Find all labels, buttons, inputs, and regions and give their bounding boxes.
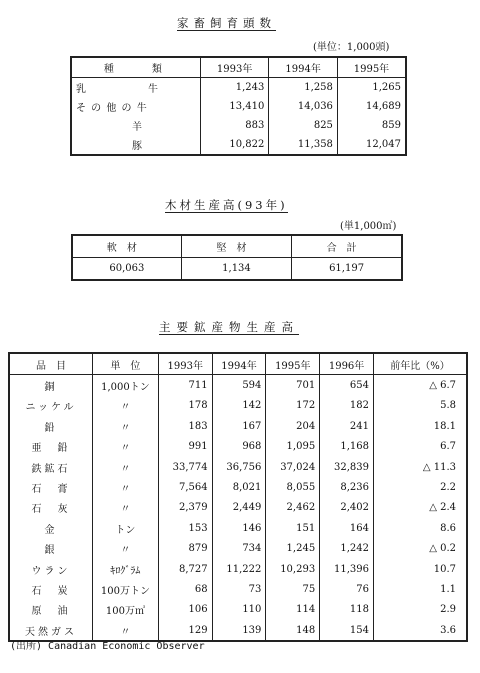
unit-cell: 〃 — [93, 416, 159, 436]
timber-title: 木材生産高(93年) — [165, 198, 288, 212]
ratio-cell: 2.9 — [373, 600, 467, 620]
cell: 114 — [266, 600, 320, 620]
cell: 146 — [212, 518, 266, 538]
cell: 1,095 — [266, 437, 320, 457]
cell: 825 — [269, 116, 338, 135]
table-row — [9, 518, 467, 538]
row-label: 亜 鉛 — [31, 443, 71, 455]
row-label: 天然ガス — [25, 626, 77, 638]
column-header: 1993年 — [158, 353, 212, 375]
row-label: 石 膏 — [31, 484, 71, 496]
cell: 8,055 — [266, 477, 320, 497]
cell: 1,242 — [320, 539, 374, 559]
column-header: 品 目 — [9, 353, 93, 375]
table-row — [9, 539, 467, 559]
table-row — [9, 477, 467, 497]
ratio-cell: △ 0.2 — [373, 539, 467, 559]
cell: 33,774 — [158, 457, 212, 477]
cell: 2,462 — [266, 498, 320, 518]
ratio-cell: 5.8 — [373, 396, 467, 416]
cell: 76 — [320, 579, 374, 599]
ratio-cell: △ 6.7 — [373, 375, 467, 396]
table-row — [71, 116, 406, 135]
cell: 153 — [158, 518, 212, 538]
unit-cell: 〃 — [93, 498, 159, 518]
table-row — [9, 437, 467, 457]
table-row — [9, 600, 467, 620]
table-row — [9, 559, 467, 579]
row-label: 鉄鉱石 — [31, 463, 71, 475]
cell: 118 — [320, 600, 374, 620]
cell: 164 — [320, 518, 374, 538]
table-row — [71, 135, 406, 155]
cell: 73 — [212, 579, 266, 599]
row-label: 石 炭 — [31, 585, 71, 597]
cell: 60,063 — [109, 263, 145, 274]
cell: 106 — [158, 600, 212, 620]
column-header: 1996年 — [320, 353, 374, 375]
cell: 167 — [212, 416, 266, 436]
cell: 172 — [266, 396, 320, 416]
cell: 142 — [212, 396, 266, 416]
cell: 11,222 — [212, 559, 266, 579]
cell: 14,689 — [337, 97, 406, 116]
cell: 182 — [320, 396, 374, 416]
row-label: 石 灰 — [31, 504, 71, 516]
unit-cell: 〃 — [93, 396, 159, 416]
unit-cell: 〃 — [93, 477, 159, 497]
unit-cell: ｷﾛｸﾞﾗﾑ — [93, 559, 159, 579]
unit-cell: 〃 — [93, 620, 159, 641]
cell: 13,410 — [200, 97, 269, 116]
column-header: 堅材 — [181, 235, 291, 258]
timber-table — [71, 234, 403, 281]
table-row — [9, 457, 467, 477]
ratio-cell: 6.7 — [373, 437, 467, 457]
ratio-cell: 2.2 — [373, 477, 467, 497]
cell: 37,024 — [266, 457, 320, 477]
table-row — [9, 579, 467, 599]
livestock-unit: (単位：1,000頭) — [313, 42, 390, 53]
column-header: 1994年 — [269, 57, 338, 78]
cell: 2,379 — [158, 498, 212, 518]
row-label: 銅 — [44, 382, 58, 394]
cell: 151 — [266, 518, 320, 538]
table-row — [71, 97, 406, 116]
unit-cell: 〃 — [93, 539, 159, 559]
cell: 148 — [266, 620, 320, 641]
cell: 1,243 — [200, 78, 269, 98]
row-label: 金 — [44, 524, 58, 536]
row-label: そ の 他 の 牛 — [76, 103, 148, 114]
cell: 8,021 — [212, 477, 266, 497]
cell: 8,727 — [158, 559, 212, 579]
table-row — [71, 78, 406, 98]
cell: 32,839 — [320, 457, 374, 477]
cell: 139 — [212, 620, 266, 641]
timber-unit: (単1,000㎥) — [340, 221, 397, 232]
table-row — [9, 498, 467, 518]
cell: 10,293 — [266, 559, 320, 579]
column-header: 種 類 — [71, 57, 200, 78]
source-note: (出所) Canadian Economic Observer — [10, 641, 205, 652]
unit-cell: 100万トン — [93, 579, 159, 599]
column-header: 1995年 — [337, 57, 406, 78]
column-header: 軟材 — [72, 235, 181, 258]
cell: 75 — [266, 579, 320, 599]
cell: 14,036 — [269, 97, 338, 116]
column-header: 1995年 — [266, 353, 320, 375]
cell: 61,197 — [292, 258, 402, 281]
unit-cell: 〃 — [93, 437, 159, 457]
cell: 2,402 — [320, 498, 374, 518]
cell: 129 — [158, 620, 212, 641]
cell: 241 — [320, 416, 374, 436]
column-header: 単 位 — [93, 353, 159, 375]
cell: 11,396 — [320, 559, 374, 579]
livestock-title: 家畜飼育頭数 — [177, 16, 276, 30]
table-row — [9, 396, 467, 416]
unit-cell: 1,000トン — [93, 375, 159, 396]
cell: 701 — [266, 375, 320, 396]
unit-cell: 100万㎥ — [93, 600, 159, 620]
cell: 204 — [266, 416, 320, 436]
cell: 1,265 — [337, 78, 406, 98]
row-label: 豚 — [132, 141, 142, 152]
table-row — [72, 258, 402, 281]
cell: 178 — [158, 396, 212, 416]
cell: 1,245 — [266, 539, 320, 559]
cell: 711 — [158, 375, 212, 396]
cell: 654 — [320, 375, 374, 396]
ratio-cell: 10.7 — [373, 559, 467, 579]
cell: 883 — [200, 116, 269, 135]
cell: 68 — [158, 579, 212, 599]
cell: 154 — [320, 620, 374, 641]
table-row — [9, 416, 467, 436]
cell: 36,756 — [212, 457, 266, 477]
livestock-table — [70, 56, 407, 156]
column-header: 1993年 — [200, 57, 269, 78]
column-header: 前年比（%） — [373, 353, 467, 375]
ratio-cell: 3.6 — [373, 620, 467, 641]
cell: 10,822 — [200, 135, 269, 155]
cell: 991 — [158, 437, 212, 457]
minerals-title: 主要鉱産物生産高 — [159, 320, 299, 334]
column-header: 1994年 — [212, 353, 266, 375]
cell: 2,449 — [212, 498, 266, 518]
row-label: 羊 — [132, 122, 142, 133]
cell: 1,168 — [320, 437, 374, 457]
ratio-cell: 8.6 — [373, 518, 467, 538]
cell: 1,134 — [181, 258, 291, 281]
row-label: ニッケル — [25, 402, 77, 414]
row-label: 原 油 — [31, 606, 71, 618]
minerals-table — [8, 352, 468, 642]
ratio-cell: 1.1 — [373, 579, 467, 599]
ratio-cell: 18.1 — [373, 416, 467, 436]
cell: 183 — [158, 416, 212, 436]
cell: 968 — [212, 437, 266, 457]
ratio-cell: △ 11.3 — [373, 457, 467, 477]
unit-cell: トン — [93, 518, 159, 538]
cell: 12,047 — [337, 135, 406, 155]
cell: 594 — [212, 375, 266, 396]
row-label: 鉛 — [44, 422, 58, 434]
row-label: ウラン — [31, 565, 71, 577]
cell: 1,258 — [269, 78, 338, 98]
table-row — [9, 375, 467, 396]
cell: 11,358 — [269, 135, 338, 155]
row-label: 銀 — [44, 545, 58, 557]
unit-cell: 〃 — [93, 457, 159, 477]
column-header: 合計 — [292, 235, 402, 258]
cell: 734 — [212, 539, 266, 559]
cell: 7,564 — [158, 477, 212, 497]
ratio-cell: △ 2.4 — [373, 498, 467, 518]
cell: 110 — [212, 600, 266, 620]
row-label: 乳 牛 — [76, 84, 160, 95]
cell: 879 — [158, 539, 212, 559]
cell: 8,236 — [320, 477, 374, 497]
cell: 859 — [337, 116, 406, 135]
